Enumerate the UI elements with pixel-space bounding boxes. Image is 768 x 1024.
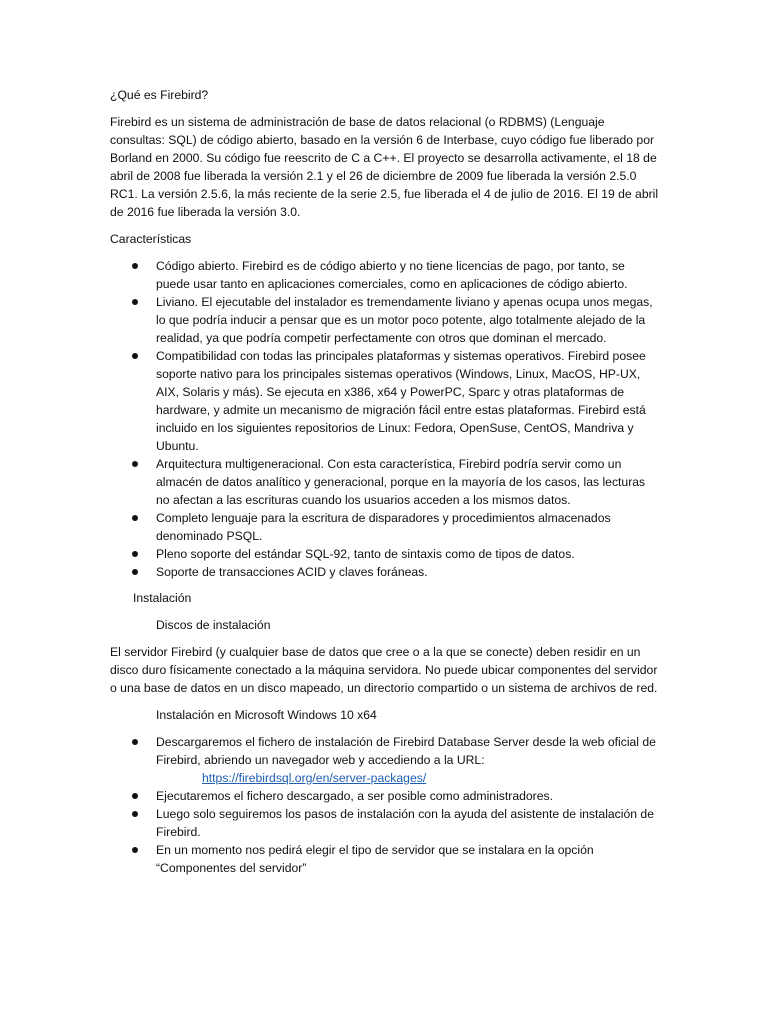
install-steps-list	[110, 733, 662, 877]
url-line	[156, 769, 662, 787]
install-heading: Instalación	[133, 591, 192, 605]
disks-paragraph: El servidor Firebird (y cualquier base de datos que cree o a la que se conecte) deben residir en un disco duro físicamente conectado a la máquina servidora. No puede ubicar componentes del servidor o una base de datos en un disco mapeado, un directorio compartido o un sistema de archivos de red.	[110, 645, 658, 695]
features-heading: Características	[110, 232, 192, 246]
list-item: Compatibilidad con todas las principales plataformas y sistemas operativos. Firebird posee soporte nativo para los principales sistemas operativos (Windows, Linux, MacOS, HP-UX, AIX, Solaris y más). Se ejecuta en x386, x64 y PowerPC, Sparc y otras plataformas de hardware, y admite un mecanismo de migración fácil entre estas plataformas. Firebird está incluido en los siguientes repositorios de Linux: Fedora, OpenSuse, CentOS, Mandriva y Ubuntu.	[110, 347, 662, 455]
page-title: ¿Qué es Firebird?	[110, 88, 209, 102]
list-item: Completo lenguaje para la escritura de disparadores y procedimientos almacenados denominado PSQL.	[110, 509, 662, 545]
list-item: Luego solo seguiremos los pasos de instalación con la ayuda del asistente de instalación de Firebird.	[110, 805, 662, 841]
disks-heading: Discos de instalación	[156, 618, 271, 632]
list-item: Liviano. El ejecutable del instalador es tremendamente liviano y apenas ocupa unos megas, lo que podría inducir a pensar que es un motor poco potente, algo totalmente alejado de la realidad, ya que podría competir perfectamente con otros que dominan el mercado.	[110, 293, 662, 347]
list-item: Pleno soporte del estándar SQL-92, tanto de sintaxis como de tipos de datos.	[110, 545, 662, 563]
list-item: Arquitectura multigeneracional. Con esta característica, Firebird podría servir como un almacén de datos analítico y generacional, porque en la mayoría de los casos, las lecturas no afectan a las escrituras cuando los usuarios acceden a los mismos datos.	[110, 455, 662, 509]
features-list	[110, 257, 662, 581]
list-item: En un momento nos pedirá elegir el tipo de servidor que se instalara en la opción “Componentes del servidor”	[110, 841, 662, 877]
windows-install-heading: Instalación en Microsoft Windows 10 x64	[156, 708, 377, 722]
install-step-text: Descargaremos el fichero de instalación de Firebird Database Server desde la web oficial de Firebird, abriendo un navegador web y accediendo a la URL:	[156, 735, 656, 767]
list-item: Código abierto. Firebird es de código abierto y no tiene licencias de pago, por tanto, se puede usar tanto en aplicaciones comerciales, como en aplicaciones de código abierto.	[110, 257, 662, 293]
document-body	[110, 86, 662, 885]
list-item	[110, 733, 662, 787]
intro-paragraph: Firebird es un sistema de administración de base de datos relacional (o RDBMS) (Lenguaje consultas: SQL) de código abierto, basado en la versión 6 de Interbase, cuyo código fue liberado por Borland en 2000. Su código fue reescrito de C a C++. El proyecto se desarrolla activamente, el 18 de abril de 2008 fue liberada la versión 2.1 y el 26 de diciembre de 2009 fue liberada la versión 2.5.0 RC1. La versión 2.5.6, la más reciente de la serie 2.5, fue liberada el 4 de julio de 2016. El 19 de abril de 2016 fue liberada la versión 3.0.	[110, 115, 659, 219]
download-url-link[interactable]: https://firebirdsql.org/en/server-packages/	[202, 771, 427, 785]
list-item: Soporte de transacciones ACID y claves foráneas.	[110, 563, 662, 581]
list-item: Ejecutaremos el fichero descargado, a ser posible como administradores.	[110, 787, 662, 805]
